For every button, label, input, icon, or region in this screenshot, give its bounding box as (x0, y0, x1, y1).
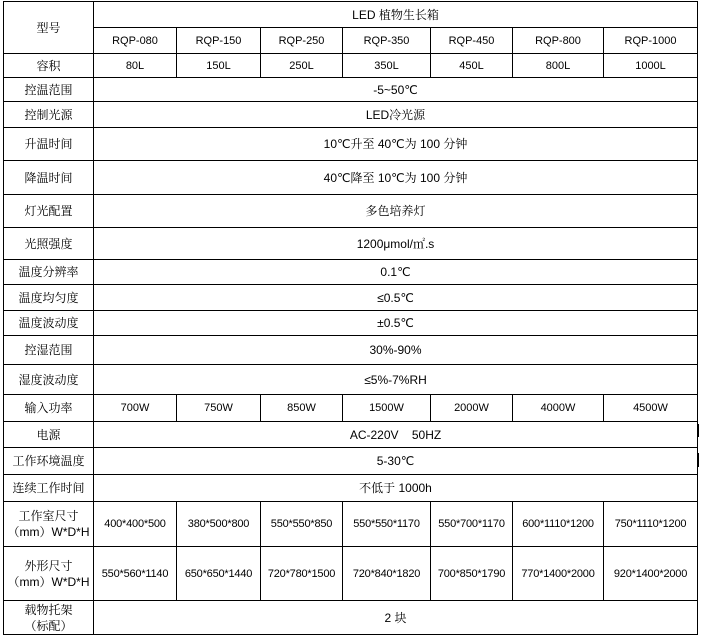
humidity-fluctuation-value: ≤5%-7%RH (94, 365, 698, 395)
power-cell: 4500W (604, 395, 698, 422)
shelves-row (4, 601, 698, 635)
row-label: 容积 (4, 54, 94, 78)
power-cell: 4000W (513, 395, 604, 422)
outer-size-cell: 920*1400*2000 (604, 547, 698, 601)
model-cell: RQP-080 (94, 28, 177, 54)
power-cell: 850W (261, 395, 343, 422)
row-label: 电源 (4, 422, 94, 448)
volume-cell: 450L (431, 54, 513, 78)
volume-cell: 350L (343, 54, 431, 78)
volume-row (4, 54, 698, 78)
spec-table (3, 1, 698, 635)
outer-size-cell: 650*650*1440 (177, 547, 261, 601)
model-header-cell: 型号 (4, 2, 94, 54)
volume-cell: 250L (261, 54, 343, 78)
chamber-size-cell: 550*700*1170 (431, 502, 513, 547)
humidity-fluctuation-row (4, 365, 698, 395)
model-cell: RQP-350 (343, 28, 431, 54)
volume-cell: 150L (177, 54, 261, 78)
light-config-row (4, 195, 698, 228)
light-config-value: 多色培养灯 (94, 195, 698, 228)
outer-size-cell: 550*560*1140 (94, 547, 177, 601)
chamber-size-cell: 380*500*800 (177, 502, 261, 547)
heating-time-row (4, 128, 698, 161)
humidity-range-value: 30%-90% (94, 336, 698, 365)
row-label: 控湿范围 (4, 336, 94, 365)
chamber-size-cell: 600*1110*1200 (513, 502, 604, 547)
row-label-line: （mm）W*D*H (7, 525, 90, 539)
row-label: 灯光配置 (4, 195, 94, 228)
model-cell: RQP-150 (177, 28, 261, 54)
model-row (4, 28, 698, 54)
row-label: 工作环境温度 (4, 448, 94, 475)
row-label-line: （mm）W*D*H (7, 574, 90, 589)
model-cell: RQP-1000 (604, 28, 698, 54)
cooling-time-value: 40℃降至 10℃为 100 分钟 (94, 161, 698, 195)
power-supply-text: AC-220V 50HZ (349, 427, 442, 442)
product-name-cell: LED 植物生长箱 (94, 2, 698, 28)
temp-fluctuation-row (4, 311, 698, 336)
model-cell: RQP-250 (261, 28, 343, 54)
temp-resolution-value: 0.1℃ (94, 260, 698, 285)
illuminance-value: 1200μmol/㎡.s (94, 228, 698, 260)
row-label: 温度波动度 (4, 311, 94, 336)
power-supply-value (94, 422, 698, 448)
chamber-size-cell: 400*400*500 (94, 502, 177, 547)
row-label: 升温时间 (4, 128, 94, 161)
heating-time-value: 10℃升至 40℃为 100 分钟 (94, 128, 698, 161)
chamber-size-cell: 550*550*850 (261, 502, 343, 547)
row-label-line: 载物托架 (24, 602, 73, 617)
chamber-size-cell: 550*550*1170 (343, 502, 431, 547)
power-cell: 2000W (431, 395, 513, 422)
outer-size-cell: 720*840*1820 (343, 547, 431, 601)
right-edge-mark (697, 424, 699, 437)
temp-uniformity-row (4, 285, 698, 311)
continuous-time-row (4, 475, 698, 502)
light-source-row (4, 102, 698, 128)
model-cell: RQP-800 (513, 28, 604, 54)
row-label: 连续工作时间 (4, 475, 94, 502)
temp-range-row (4, 78, 698, 102)
row-label: 控温范围 (4, 78, 94, 102)
volume-cell: 1000L (604, 54, 698, 78)
row-label-line: 外形尺寸 (24, 558, 73, 573)
model-cell: RQP-450 (431, 28, 513, 54)
row-label-line: （标配） (24, 618, 73, 633)
right-edge-mark (697, 453, 699, 467)
chamber-size-row (4, 502, 698, 547)
row-label: 温度均匀度 (4, 285, 94, 311)
row-label: 控制光源 (4, 102, 94, 128)
power-cell: 1500W (343, 395, 431, 422)
outer-size-cell: 770*1400*2000 (513, 547, 604, 601)
chamber-size-cell: 750*1110*1200 (604, 502, 698, 547)
illuminance-row (4, 228, 698, 260)
outer-size-row (4, 547, 698, 601)
ambient-temp-value: 5-30℃ (94, 448, 698, 475)
temp-resolution-row (4, 260, 698, 285)
power-cell: 750W (177, 395, 261, 422)
row-label: 降温时间 (4, 161, 94, 195)
row-label (4, 601, 94, 635)
volume-cell: 80L (94, 54, 177, 78)
row-label-line: 工作室尺寸 (18, 509, 79, 523)
power-cell: 700W (94, 395, 177, 422)
shelves-value: 2 块 (94, 601, 698, 635)
row-label (4, 502, 94, 547)
row-label: 光照强度 (4, 228, 94, 260)
input-power-row (4, 395, 698, 422)
outer-size-cell: 720*780*1500 (261, 547, 343, 601)
ambient-temp-row (4, 448, 698, 475)
light-source-value: LED冷光源 (94, 102, 698, 128)
row-label (4, 547, 94, 601)
outer-size-cell: 700*850*1790 (431, 547, 513, 601)
row-label: 输入功率 (4, 395, 94, 422)
row-label: 温度分辨率 (4, 260, 94, 285)
continuous-time-value: 不低于 1000h (94, 475, 698, 502)
temp-fluctuation-value: ±0.5℃ (94, 311, 698, 336)
power-supply-row (4, 422, 698, 448)
cooling-time-row (4, 161, 698, 195)
volume-cell: 800L (513, 54, 604, 78)
humidity-range-row (4, 336, 698, 365)
temp-uniformity-value: ≤0.5℃ (94, 285, 698, 311)
temp-range-value: -5~50℃ (94, 78, 698, 102)
row-label: 湿度波动度 (4, 365, 94, 395)
